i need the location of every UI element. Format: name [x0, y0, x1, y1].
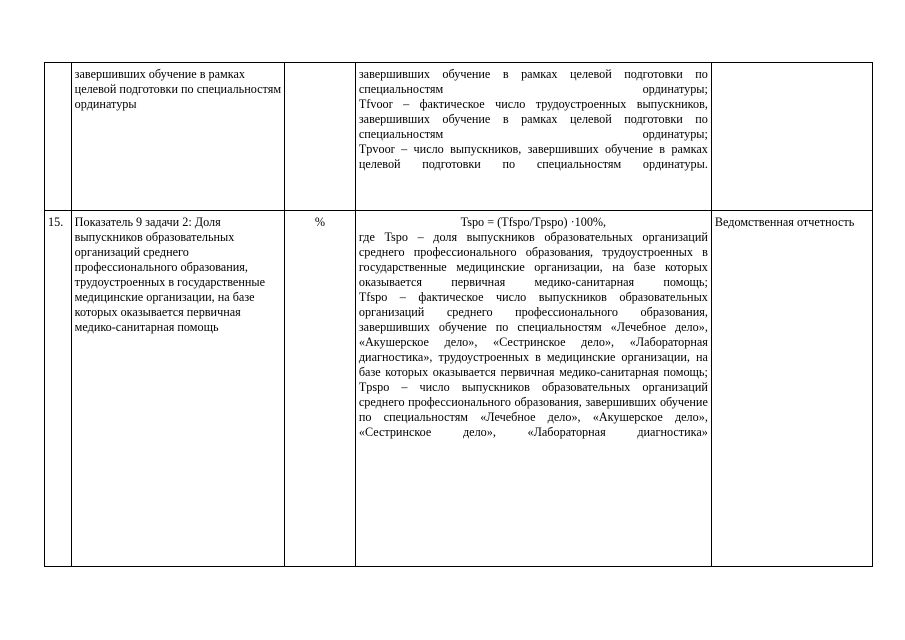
row-number-cell — [45, 63, 72, 211]
indicator-name-cell: Показатель 9 задачи 2: Доля выпускников образовательных организаций среднего профессионального образования, трудоустроенных в государственные медицинские организации, на базе которых оказывается первичная медико-санитарная помощь — [71, 211, 284, 567]
table-row — [45, 63, 873, 211]
formula: Tspo = (Tfspo/Tpspo) ·100%, — [460, 215, 607, 229]
method-paragraph: где Tspo – доля выпускников образовательных организаций среднего профессионального образования, трудоустроенных в государственные медицинские организации, на базе которых оказывается первичная медико-санитарная помощь; — [358, 230, 708, 289]
calculation-method-cell — [355, 211, 711, 567]
method-paragraph: Tfvoor – фактическое число трудоустроенных выпускников, завершивших обучение в рамках целевой подготовки по специальностям ординатуры; — [358, 97, 708, 141]
data-source-cell: Ведомственная отчетность — [711, 211, 872, 567]
method-paragraph: завершивших обучение в рамках целевой подготовки по специальностям ординатуры; — [358, 67, 708, 96]
unit-cell: % — [285, 211, 356, 567]
method-paragraph: Tpvoor – число выпускников, завершивших обучение в рамках целевой подготовки по специальностям ординатуры. — [358, 142, 708, 171]
data-source-cell — [711, 63, 872, 211]
row-number-cell: 15. — [45, 211, 72, 567]
indicator-table — [44, 62, 873, 567]
unit-cell — [285, 63, 356, 211]
method-paragraph: Tpspo – число выпускников образовательных организаций среднего профессионального образования, завершивших обучение по специальностям «Лечебное дело», «Акушерское дело», «Сестринское дело», «Лабораторная диагностика» — [358, 380, 708, 439]
table-row — [45, 211, 873, 567]
indicator-name-cell: завершивших обучение в рамках целевой подготовки по специальностям ординатуры — [71, 63, 284, 211]
calculation-method-cell — [355, 63, 711, 211]
method-paragraph: Tfspo – фактическое число выпускников образовательных организаций среднего профессионального образования, завершивших обучение по специальностям «Лечебное дело», «Акушерское дело», «Сестринское дело», «Лабораторная диагностика», трудоустроенных в медицинские организации, на базе которых оказывается первичная медико-санитарная помощь; — [358, 290, 708, 379]
